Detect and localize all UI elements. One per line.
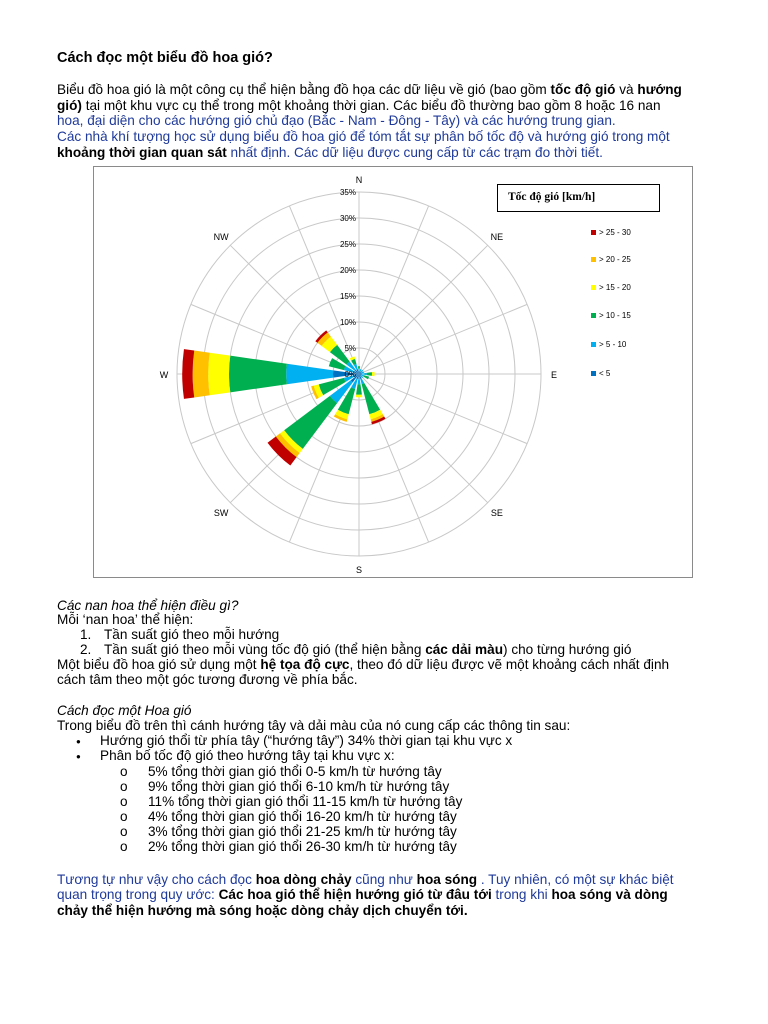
text-run: Các nhà khí tượng học sử dụng biểu đồ hoa gió để tóm tắt sự phân bố tốc độ và hướng gió trong một (57, 129, 670, 144)
sub-bullet-item: 3% tổng thời gian gió thổi 21-25 km/h từ hướng tây (148, 824, 457, 839)
legend-swatch (591, 230, 596, 235)
text-bold: khoảng thời gian quan sát (57, 144, 227, 160)
sub-bullet-icon: o (120, 794, 128, 809)
legend-label: > 10 - 15 (599, 311, 631, 320)
legend-swatch (591, 257, 596, 262)
rose-segment (362, 373, 367, 375)
legend-swatch (591, 285, 596, 290)
rose-segment (208, 353, 230, 395)
section1-heading: Các nan hoa thể hiện điều gì? (57, 598, 239, 613)
sub-bullet-item: 4% tổng thời gian gió thổi 16-20 km/h từ hướng tây (148, 809, 457, 824)
intro-paragraph-2 (57, 129, 717, 160)
numbered-marker: 1. (80, 627, 92, 642)
grid-spoke (359, 245, 488, 374)
legend-item (591, 311, 631, 320)
legend-label: > 15 - 20 (599, 283, 631, 292)
radial-tick-label: 10% (339, 318, 356, 327)
legend-swatch (591, 371, 596, 376)
sub-bullet-item: 11% tổng thời gian gió thổi 11-15 km/h từ hướng tây (148, 794, 463, 809)
radial-tick-label: 0% (344, 370, 356, 379)
grid-spoke (359, 374, 527, 444)
direction-label: SW (213, 507, 229, 518)
grid-spoke (359, 206, 429, 374)
sub-bullet-icon: o (120, 764, 128, 779)
text-run: hoa, đại diện cho các hướng gió chủ đạo (Bắc - Nam - Đông - Tây) và các hướng trung gian. (57, 113, 616, 128)
legend-item (591, 369, 610, 378)
text-bold: chảy thể hiện hướng mà sóng hoặc dòng chảy dịch chuyển tới. (57, 902, 468, 918)
bullet-item-1: Hướng gió thổi từ phía tây (“hướng tây”) 34% thời gian tại khu vực x (100, 733, 513, 748)
sub-bullet-icon: o (120, 824, 128, 839)
legend-title: Tốc độ gió [km/h] (497, 184, 660, 212)
legend-item (591, 340, 626, 349)
legend-item (591, 283, 631, 292)
text-run: và (615, 82, 638, 97)
rose-segment (286, 364, 333, 385)
direction-label: S (355, 565, 363, 575)
text-run: nhất định. Các dữ liệu được cung cấp từ các trạm đo thời tiết. (226, 144, 603, 160)
legend-swatch (591, 313, 596, 318)
legend-item (591, 228, 631, 237)
radial-tick-label: 30% (339, 214, 356, 223)
text-run: Một biểu đồ hoa gió sử dụng một (57, 657, 261, 672)
direction-label: NE (490, 232, 504, 243)
text-run: Tương tự như vậy cho cách đọc (57, 872, 256, 887)
legend-item (591, 255, 631, 264)
bullet-item-2: Phân bố tốc độ gió theo hướng tây tại khu vực x: (100, 748, 395, 763)
section1-line: Mỗi ‘nan hoa’ thể hiện: (57, 612, 194, 627)
numbered-item-2 (104, 642, 631, 657)
wind-rose-figure (93, 166, 693, 578)
text-bold: hoa sóng và dòng (551, 887, 668, 903)
legend-swatch (591, 342, 596, 347)
grid-spoke (359, 304, 527, 374)
closing-paragraph (57, 872, 717, 918)
numbered-marker: 2. (80, 642, 92, 657)
direction-label: N (355, 175, 363, 185)
rose-segment (229, 356, 287, 393)
radial-tick-label: 15% (339, 292, 356, 301)
rose-segment (356, 395, 363, 398)
text-bold: hướng (637, 82, 682, 97)
bullet-icon: ● (76, 737, 81, 746)
radial-tick-label: 5% (344, 344, 356, 353)
direction-label: NW (213, 232, 229, 243)
rose-segment (362, 383, 381, 414)
text-bold: các dải màu (425, 642, 504, 657)
sub-bullet-item: 9% tổng thời gian gió thổi 6-10 km/h từ hướng tây (148, 779, 450, 794)
direction-label: W (159, 370, 169, 380)
text-run: Biểu đồ hoa gió là một công cụ thể hiện bằng đồ họa các dữ liệu về gió (bao gồm (57, 82, 551, 97)
rose-segment (356, 384, 362, 395)
intro-paragraph-1 (57, 82, 717, 129)
bullet-icon: ● (76, 752, 81, 761)
text-run: ) cho từng hướng gió (503, 642, 632, 657)
sub-bullet-icon: o (120, 839, 128, 854)
sub-bullet-item: 5% tổng thời gian gió thổi 0-5 km/h từ hướng tây (148, 764, 442, 779)
sub-bullet-icon: o (120, 809, 128, 824)
rose-segment (358, 369, 359, 372)
section2-heading: Cách đọc một Hoa gió (57, 703, 192, 718)
rose-segment (193, 351, 210, 398)
legend-label: > 5 - 10 (599, 340, 627, 349)
text-bold: hoa sóng (416, 872, 478, 887)
radial-tick-label: 20% (339, 266, 356, 275)
section2-line: Trong biểu đồ trên thì cánh hướng tây và dải màu của nó cung cấp các thông tin sau: (57, 718, 571, 733)
rose-segment (182, 349, 194, 399)
direction-label: E (550, 370, 558, 380)
direction-label: SE (490, 507, 503, 518)
sub-bullet-icon: o (120, 779, 128, 794)
text-bold: Các hoa gió thể hiện hướng gió từ đâu tới (218, 887, 492, 903)
radial-tick-label: 25% (339, 240, 356, 249)
text-bold: hệ tọa độ cực (260, 657, 350, 672)
text-bold: tốc độ gió (550, 82, 616, 97)
text-bold: gió) (57, 97, 82, 113)
legend-label: < 5 (599, 369, 611, 378)
grid-spoke (359, 374, 488, 503)
text-run: quan trọng trong quy ước: (57, 887, 219, 903)
rose-segment (358, 366, 360, 369)
sub-bullet-item: 2% tổng thời gian gió thổi 26-30 km/h từ hướng tây (148, 839, 457, 854)
text-run: Tần suất gió theo mỗi vùng tốc độ gió (thể hiện bằng (104, 642, 426, 657)
legend-label: > 25 - 30 (599, 228, 631, 237)
text-run: trong khi (491, 887, 552, 903)
text-run: , theo đó dữ liệu được vẽ một khoảng cách nhất định (349, 657, 670, 672)
text-run: . Tuy nhiên, có một sự khác biệt (477, 872, 674, 887)
legend-label: > 20 - 25 (599, 255, 631, 264)
rose-segment (358, 379, 361, 384)
rose-segment (372, 372, 375, 376)
rose-segment (367, 372, 372, 376)
text-run: cách tâm theo một góc tương đương về phía bắc. (57, 672, 358, 688)
page-title: Cách đọc một biểu đồ hoa gió? (57, 50, 273, 66)
section1-paragraph (57, 657, 717, 688)
text-run: cũng như (351, 872, 417, 887)
radial-tick-label: 35% (339, 188, 356, 197)
text-bold: hoa dòng chảy (255, 872, 352, 887)
text-run: tại một khu vực cụ thể trong một khoảng thời gian. Các biểu đồ thường bao gồm 8 hoặc 16 nan (81, 97, 661, 113)
numbered-item-1: Tần suất gió theo mỗi hướng (104, 627, 280, 642)
